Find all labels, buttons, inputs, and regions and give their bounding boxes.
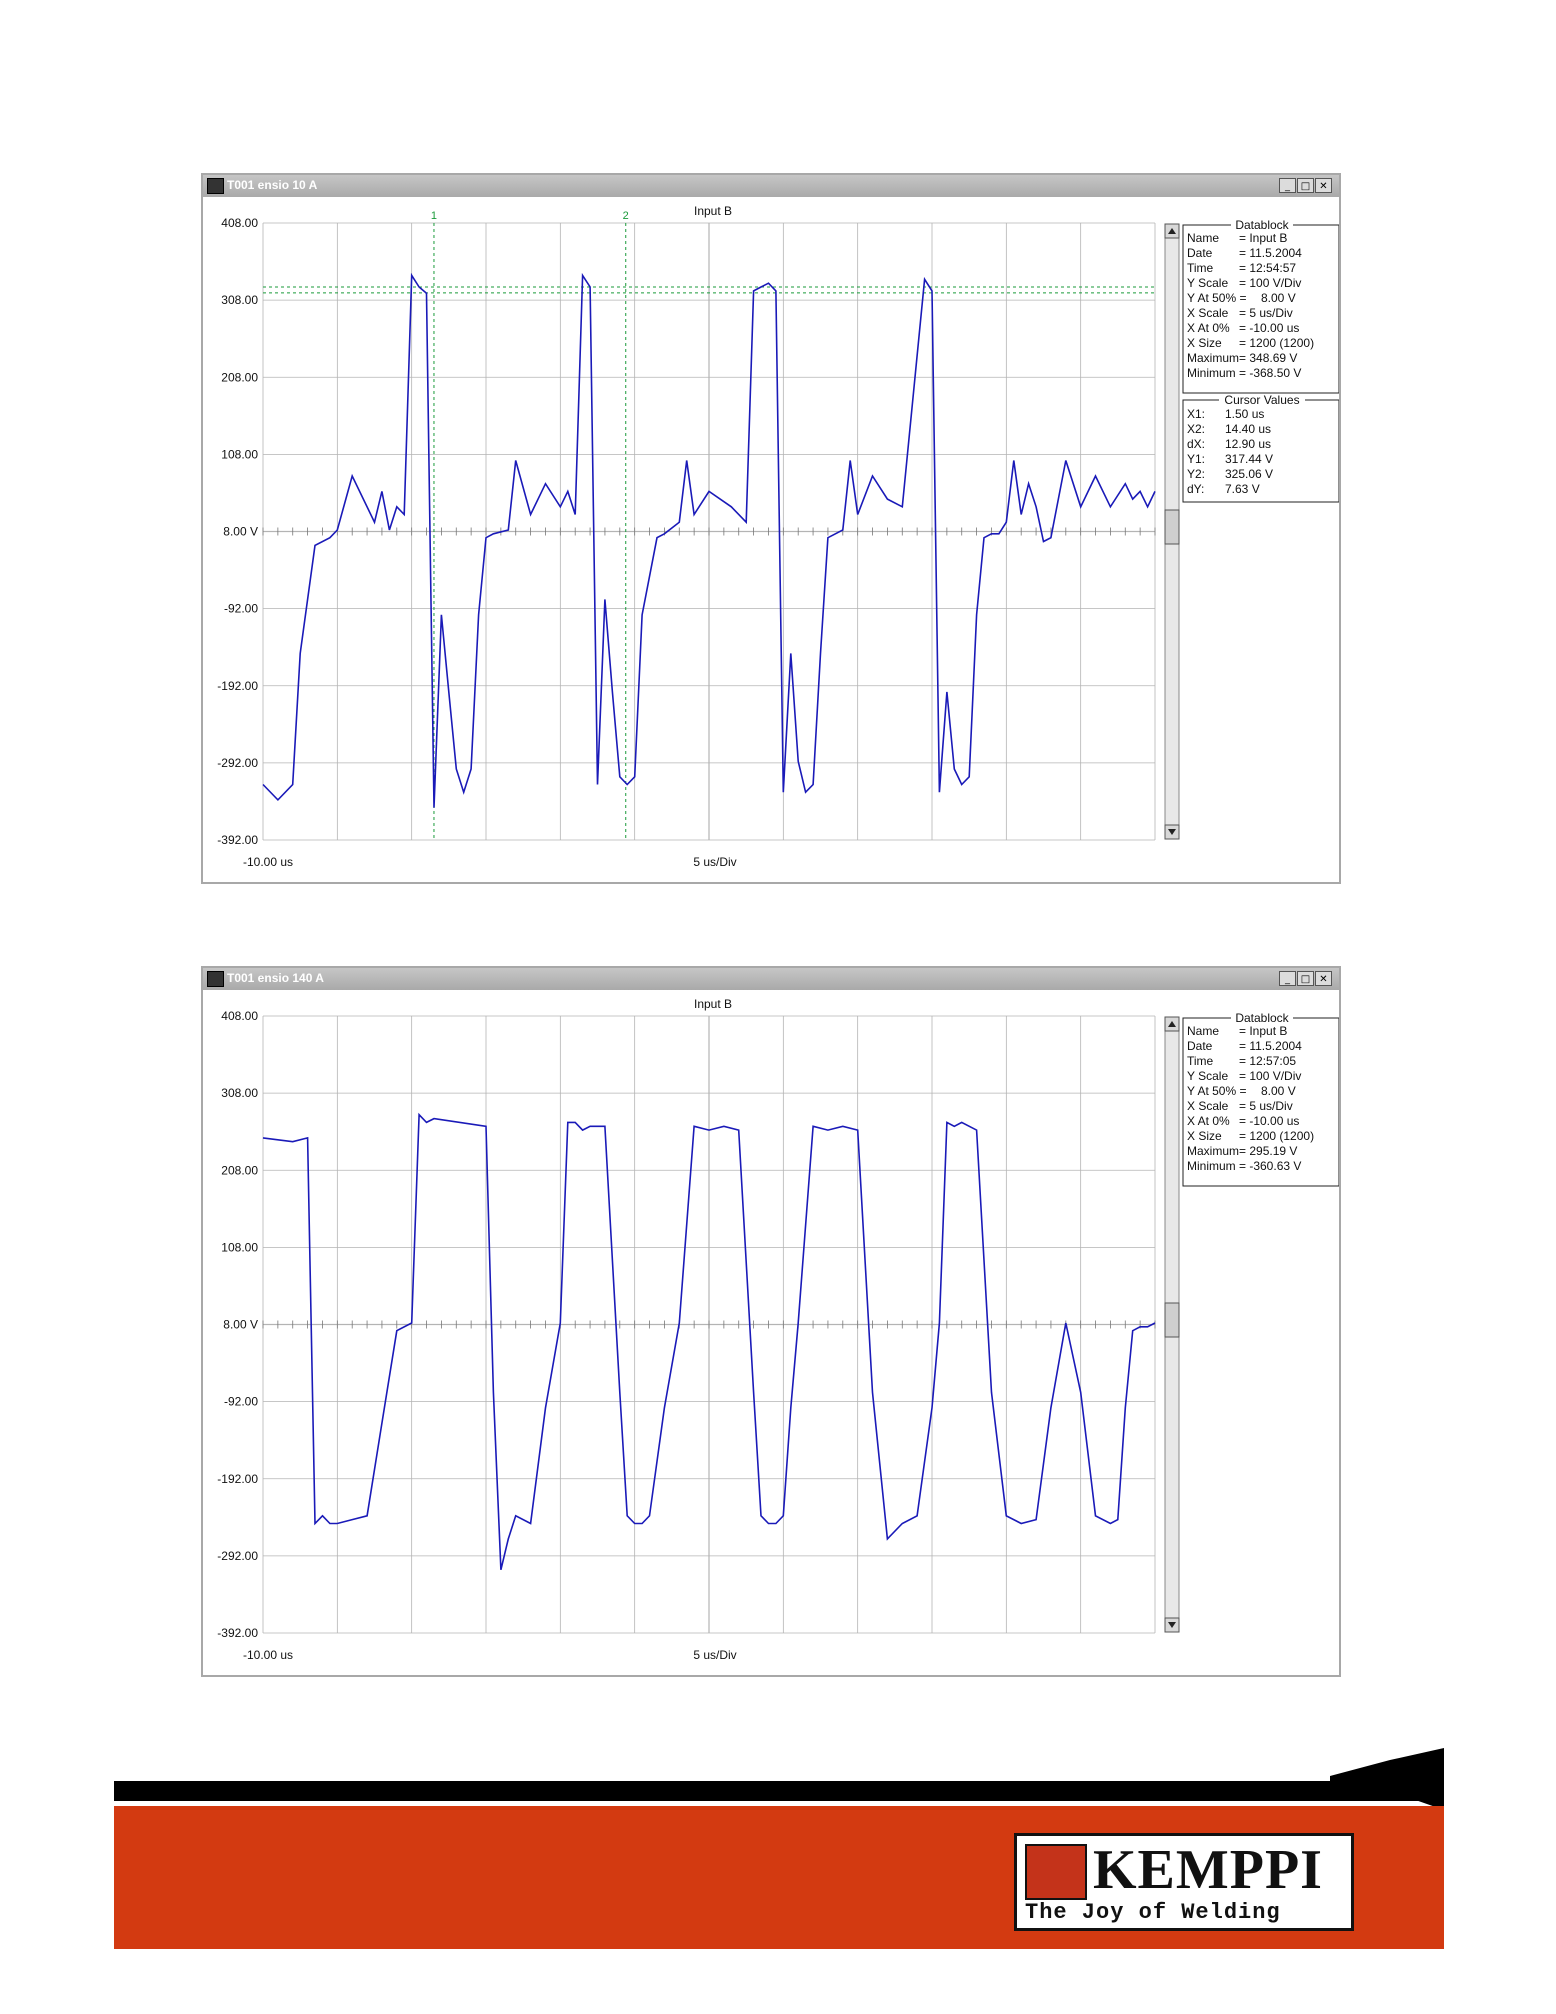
datablock-value: 8.00 V <box>1261 291 1296 305</box>
logo-tagline: The Joy of Welding <box>1025 1900 1281 1925</box>
datablock-label: Y At 50% = <box>1187 1084 1247 1098</box>
close-button[interactable]: ✕ <box>1315 971 1332 986</box>
window-titlebar[interactable] <box>203 968 1339 990</box>
datablock-value: = Input B <box>1239 1024 1288 1038</box>
datablock-value: = 12:54:57 <box>1239 261 1297 275</box>
datablock-label: Maximum <box>1187 1144 1240 1158</box>
logo-text: KEMPPI <box>1093 1839 1323 1901</box>
x-scale-label: 5 us/Div <box>693 1648 737 1662</box>
datablock-value: = 11.5.2004 <box>1239 1039 1302 1053</box>
datablock-value: = 100 V/Div <box>1239 276 1302 290</box>
datablock-value: = 1200 (1200) <box>1239 336 1315 350</box>
y-tick-label: 308.00 <box>221 293 258 308</box>
cursor-2-marker[interactable]: 2 <box>622 210 629 222</box>
cursor-value: 7.63 V <box>1225 482 1260 496</box>
footer-black-band <box>114 1781 1444 1801</box>
cursor-values-title: Cursor Values <box>1224 393 1300 407</box>
datablock-title: Datablock <box>1235 218 1289 232</box>
datablock-value: = -10.00 us <box>1239 321 1300 335</box>
datablock-label: X Scale <box>1187 306 1229 320</box>
y-tick-label: 8.00 V <box>223 1317 258 1332</box>
x-start-label: -10.00 us <box>243 1648 294 1662</box>
app-icon <box>207 178 224 194</box>
datablock-label: Y At 50% = <box>1187 291 1247 305</box>
y-tick-label: 208.00 <box>221 1163 258 1178</box>
datablock-label: Time <box>1187 1054 1214 1068</box>
datablock-label: X Size <box>1187 336 1222 350</box>
datablock-label: Minimum <box>1187 1159 1236 1173</box>
cursor-1-marker[interactable]: 1 <box>430 210 438 222</box>
y-tick-label: 208.00 <box>221 370 258 385</box>
maximize-button[interactable]: □ <box>1297 178 1314 193</box>
app-icon <box>207 971 224 987</box>
y-tick-label: -292.00 <box>217 755 258 770</box>
kemppi-logo <box>1014 1833 1354 1931</box>
scope-window-1 <box>201 173 1341 884</box>
datablock-value: = -10.00 us <box>1239 1114 1300 1128</box>
y-tick-label: 408.00 <box>221 1009 258 1023</box>
datablock-value: 8.00 V <box>1261 1084 1296 1098</box>
scope-plot-area <box>203 990 1339 1675</box>
datablock-label: Date <box>1187 246 1213 260</box>
scope-window-2 <box>201 966 1341 1677</box>
datablock-value: = -360.63 V <box>1239 1159 1302 1173</box>
cursor-label: X2: <box>1187 422 1206 436</box>
datablock-value: = 5 us/Div <box>1239 306 1293 320</box>
cursor-label: Y1: <box>1187 452 1206 466</box>
datablock-label: X Size <box>1187 1129 1222 1143</box>
datablock-title: Datablock <box>1235 1011 1289 1025</box>
maximize-button[interactable]: □ <box>1297 971 1314 986</box>
datablock-label: Date <box>1187 1039 1213 1053</box>
cursor-label: dY: <box>1187 482 1205 496</box>
x-start-label: -10.00 us <box>243 855 294 869</box>
cursor-label: X1: <box>1187 407 1206 421</box>
datablock-label: Time <box>1187 261 1214 275</box>
datablock-value: = 100 V/Div <box>1239 1069 1302 1083</box>
datablock-label: X At 0% <box>1187 1114 1230 1128</box>
y-tick-label: 108.00 <box>221 1240 258 1255</box>
y-tick-label: 308.00 <box>221 1086 258 1101</box>
cursor-value: 12.90 us <box>1225 437 1272 451</box>
datablock-value: = -368.50 V <box>1239 366 1302 380</box>
cursor-label: Y2: <box>1187 467 1206 481</box>
datablock-label: X Scale <box>1187 1099 1229 1113</box>
datablock-label: Name <box>1187 231 1220 245</box>
datablock-value: = 5 us/Div <box>1239 1099 1293 1113</box>
y-tick-label: 108.00 <box>221 447 258 462</box>
y-tick-label: 408.00 <box>221 216 258 230</box>
datablock-label: Maximum <box>1187 351 1240 365</box>
datablock-label: X At 0% <box>1187 321 1230 335</box>
y-tick-label: 8.00 V <box>223 524 258 539</box>
cursor-value: 14.40 us <box>1225 422 1272 436</box>
datablock-value: = Input B <box>1239 231 1288 245</box>
y-tick-label: -92.00 <box>223 1394 258 1409</box>
datablock-label: Y Scale <box>1187 276 1229 290</box>
y-tick-label: -192.00 <box>217 678 258 693</box>
datablock-value: = 348.69 V <box>1239 351 1298 365</box>
cursor-value: 325.06 V <box>1225 467 1274 481</box>
y-tick-label: -92.00 <box>223 601 258 616</box>
window-title: T001 ensio 10 A <box>227 178 318 192</box>
y-tick-label: -392.00 <box>217 1626 258 1640</box>
close-button[interactable]: ✕ <box>1315 178 1332 193</box>
x-scale-label: 5 us/Div <box>693 855 737 869</box>
minimize-button[interactable]: _ <box>1279 971 1296 986</box>
cursor-value: 317.44 V <box>1225 452 1274 466</box>
datablock-label: Y Scale <box>1187 1069 1229 1083</box>
datablock-value: = 295.19 V <box>1239 1144 1298 1158</box>
cursor-label: dX: <box>1187 437 1206 451</box>
window-title: T001 ensio 140 A <box>227 971 324 985</box>
minimize-button[interactable]: _ <box>1279 178 1296 193</box>
scroll-thumb[interactable] <box>1165 510 1179 544</box>
y-tick-label: -292.00 <box>217 1548 258 1563</box>
datablock-label: Minimum <box>1187 366 1236 380</box>
datablock-value: = 12:57:05 <box>1239 1054 1297 1068</box>
y-tick-label: -392.00 <box>217 833 258 847</box>
datablock-value: = 1200 (1200) <box>1239 1129 1315 1143</box>
scope-plot-area <box>203 197 1339 882</box>
channel-title: Input B <box>693 204 733 218</box>
kemppi-emblem-icon <box>1025 1844 1087 1900</box>
cursor-value: 1.50 us <box>1225 407 1265 421</box>
window-titlebar[interactable] <box>203 175 1339 197</box>
y-tick-label: -192.00 <box>217 1471 258 1486</box>
scroll-thumb[interactable] <box>1165 1303 1179 1337</box>
datablock-label: Name <box>1187 1024 1220 1038</box>
datablock-value: = 11.5.2004 <box>1239 246 1302 260</box>
channel-title: Input B <box>693 997 733 1011</box>
